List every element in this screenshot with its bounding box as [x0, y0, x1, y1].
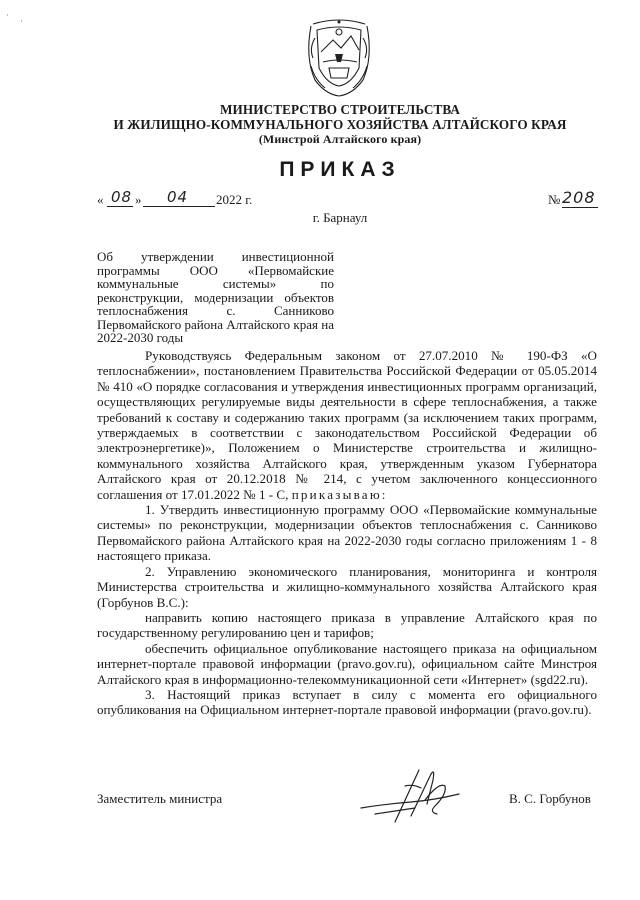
document-type-title: ПРИКАЗ [279, 158, 401, 181]
scan-speck: · [20, 16, 23, 26]
paragraph-item-2-sub-1: направить копию настоящего приказа в управление Алтайского края по государственному регулированию цен и тарифов; [97, 609, 597, 641]
date-day: 08 [111, 188, 133, 206]
paragraph-preamble [97, 348, 597, 502]
document-body [97, 348, 597, 718]
preamble-text: Руководствуясь Федеральным законом от 27.07.2010 № 190-ФЗ «О теплоснабжении», постановлением Правительства Российской Федерации от 05.05.2014 № 410 «О порядке согласования и утверждения инвестиционных программ организаций, осуществляющих регулируемые виды деятельности в сфере теплоснабжения, а также требований к составу и содержанию таких программ (за исключением таких программ, утверждаемых в соответствии с законодательством Российской Федерации об электроэнергетике)», Положением о Министерстве строительства и жилищно-коммунального хозяйства Алтайского края, утвержденным указом Губернатора Алтайского края от 20.12.2018 № 214, с учетом заключенного концессионного соглашения от 17.01.2022 № 1 - С, [97, 348, 597, 502]
document-subject: Об утверждении инвестиционной программы ООО «Первомайские коммунальные системы» по реконструкции, модернизации объектов теплоснабжения с. Санниково Первомайского района Алтайского края на 2022-2030 годы [97, 249, 334, 345]
date-close-quote: » [135, 192, 142, 207]
paragraph-item-2-sub-2: обеспечить официальное опубликование настоящего приказа на официальном интернет-портале правовой информации (pravo.gov.ru), официальном сайте Минстроя Алтайского края в информационно-телекоммуникационной сети «Интернет» (sgd22.ru). [97, 640, 597, 687]
date-year: 2022 г. [216, 192, 253, 207]
scan-speck: · [6, 10, 9, 20]
signer-position: Заместитель министра [97, 791, 223, 806]
order-word: приказываю: [291, 486, 388, 502]
document-number: 208 [562, 188, 596, 207]
paragraph-item-2: 2. Управлению экономического планирования, мониторинга и контроля Министерства строительства и жилищно-коммунального хозяйства Алтайского края (Горбунов В.С.): [97, 563, 597, 610]
date-open-quote: « [97, 192, 104, 207]
paragraph-item-1: 1. Утвердить инвестиционную программу ООО «Первомайские коммунальные системы» по реконструкции, модернизации объектов теплоснабжения с. Санниково Первомайского района Алтайского края на 2022-2030 годы согласно приложениям 1 - 8 настоящего приказа. [97, 502, 597, 564]
ministry-short-name: (Минстрой Алтайского края) [258, 132, 422, 146]
document-number-underline [562, 207, 598, 208]
date-month: 04 [167, 188, 189, 206]
ministry-name-line-2: И ЖИЛИЩНО-КОММУНАЛЬНОГО ХОЗЯЙСТВА АЛТАЙСКОГО КРАЯ [113, 117, 567, 132]
signer-name: В. С. Горбунов [509, 791, 591, 806]
coat-of-arms-icon [301, 18, 377, 98]
ministry-name-line-1: МИНИСТЕРСТВО СТРОИТЕЛЬСТВА [219, 102, 461, 117]
paragraph-item-3: 3. Настоящий приказ вступает в силу с момента его официального опубликования на Официальном интернет-портале правовой информации (pravo.gov.ru). [97, 686, 597, 718]
document-city: г. Барнаул [312, 210, 368, 225]
handwritten-signature-icon [355, 764, 465, 830]
document-number-label: № [548, 192, 561, 207]
